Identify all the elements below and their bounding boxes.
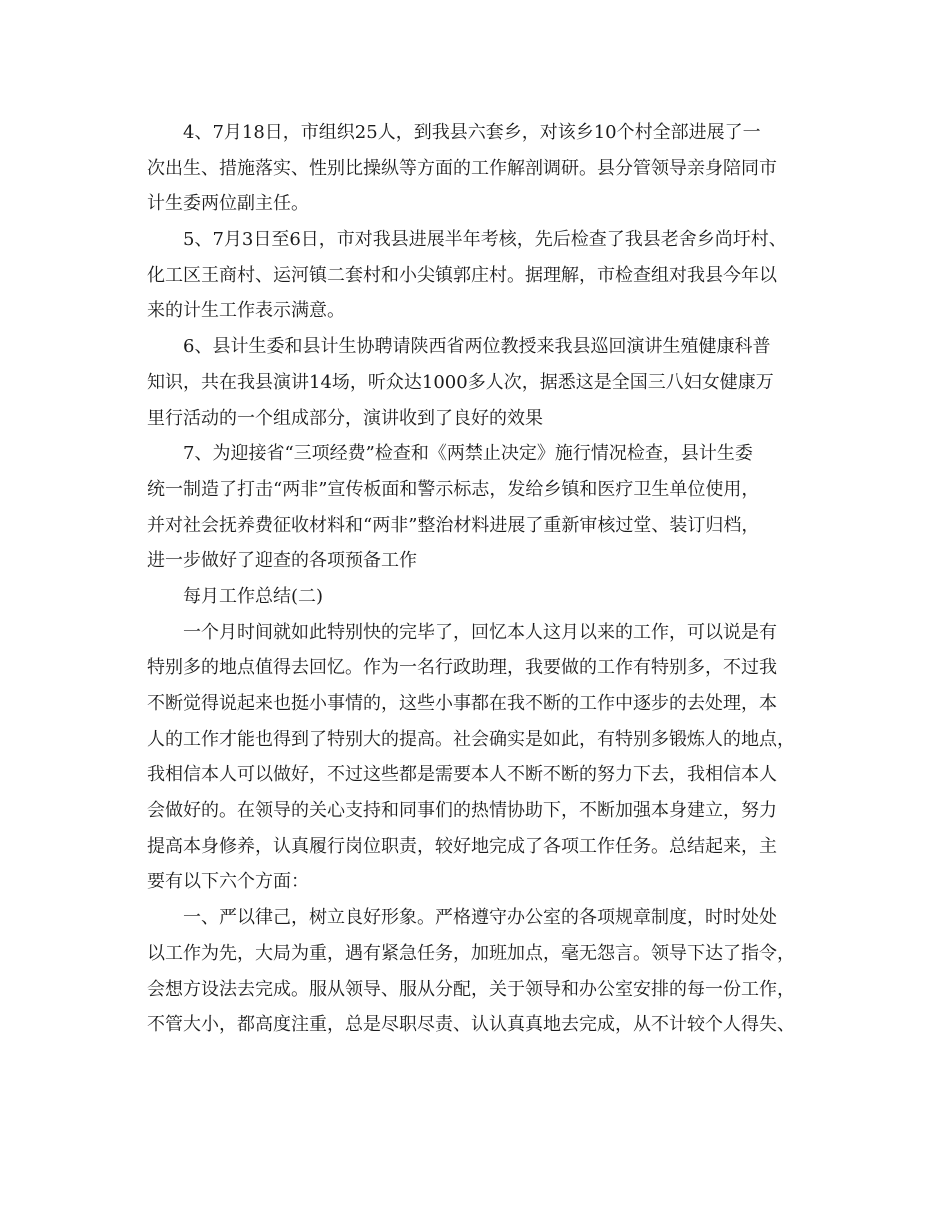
paragraph-line: 并对社会抚养费征收材料和“两非”整治材料进展了重新审核过堂、装订归档， <box>147 514 760 536</box>
paragraph-line: 提高本身修养，认真履行岗位职责，较好地完成了各项工作任务。总结起来，主 <box>147 835 777 857</box>
paragraph-line: 进一步做好了迎查的各项预备工作 <box>147 550 417 572</box>
paragraph-line: 特别多的地点值得去回忆。作为一名行政助理，我要做的工作有特别多，不过我 <box>147 657 777 679</box>
paragraph-line: 里行活动的一个组成部分，演讲收到了良好的效果 <box>147 407 543 429</box>
paragraph-line: 来的计生工作表示满意。 <box>147 300 345 322</box>
paragraph-first-line: 一个月时间就如此特别快的完毕了，回忆本人这月以来的工作，可以说是有 <box>183 621 777 643</box>
paragraph-first-line: 7、为迎接省“三项经费”检查和《两禁止决定》施行情况检查，县计生委 <box>183 443 753 465</box>
paragraph-line: 人的工作才能也得到了特别大的提高。社会确实是如此，有特别多锻炼人的地点， <box>147 728 795 750</box>
paragraph-line: 化工区王商村、运河镇二套村和小尖镇郭庄村。据理解，市检查组对我县今年以 <box>147 264 777 286</box>
paragraph-first-line: 4、7月18日，市组织25人，到我县六套乡，对该乡10个村全部进展了一 <box>183 122 761 143</box>
paragraph-line: 会做好的。在领导的关心支持和同事们的热情协助下，不断加强本身建立，努力 <box>147 800 777 822</box>
paragraph-line: 不管大小，都高度注重，总是尽职尽责、认认真真地去完成，从不计较个人得失、 <box>147 1014 795 1036</box>
paragraph-first-line: 6、县计生委和县计生协聘请陕西省两位教授来我县巡回演讲生殖健康科普 <box>183 336 771 358</box>
paragraph-line: 要有以下六个方面： <box>147 871 309 893</box>
paragraph-line: 计生委两位副主任。 <box>147 193 309 215</box>
paragraph-first-line: 每月工作总结(二) <box>183 585 324 607</box>
paragraph-line: 次出生、措施落实、性别比操纵等方面的工作解剖调研。县分管领导亲身陪同市 <box>147 157 777 179</box>
paragraph-line: 知识，共在我县演讲14场，听众达1000多人次，据悉这是全国三八妇女健康万 <box>147 371 774 393</box>
paragraph-first-line: 一、严以律己，树立良好形象。严格遵守办公室的各项规章制度，时时处处 <box>183 907 777 929</box>
paragraph-first-line: 5、7月3日至6日，市对我县进展半年考核，先后检查了我县老舍乡尚圩村、 <box>183 229 787 251</box>
paragraph-line: 以工作为先，大局为重，遇有紧急任务，加班加点，毫无怨言。领导下达了指令， <box>147 942 795 964</box>
document-body <box>147 115 817 1043</box>
paragraph-line: 统一制造了打击“两非”宣传板面和警示标志，发给乡镇和医疗卫生单位使用， <box>147 478 760 500</box>
paragraph-line: 我相信本人可以做好，不过这些都是需要本人不断不断的努力下去，我相信本人 <box>147 764 777 786</box>
paragraph-line: 会想方设法去完成。服从领导、服从分配，关于领导和办公室安排的每一份工作， <box>147 978 795 1000</box>
paragraph-line: 不断觉得说起来也挺小事情的，这些小事都在我不断的工作中逐步的去处理，本 <box>147 693 777 714</box>
